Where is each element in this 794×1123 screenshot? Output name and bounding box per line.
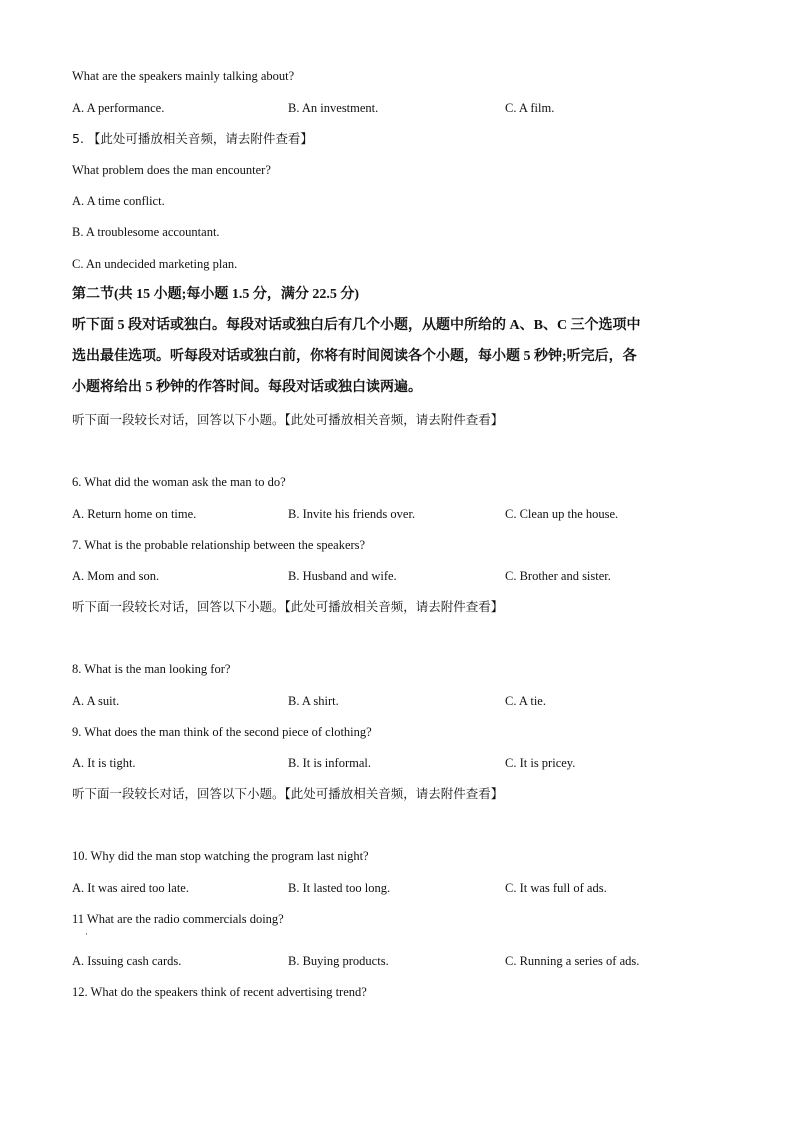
section-2-instruction-line-3: 小题将给出 5 秒钟的作答时间。每段对话或独白读两遍。 — [72, 380, 422, 395]
q10-option-c: C. It was full of ads. — [505, 881, 607, 895]
q11-option-b: B. Buying products. — [288, 954, 389, 968]
q8-option-c: C. A tie. — [505, 694, 546, 708]
section-2-instruction-line-1: 听下面 5 段对话或独白。每段对话或独白后有几个小题，从题中所给的 A、B、C 三个选项中 — [72, 318, 641, 333]
q10-option-a: A. It was aired too late. — [72, 881, 189, 895]
section-2-instruction-line-2: 选出最佳选项。听每段对话或独白前，你将有时间阅读各个小题，每小题 5 秒钟;听完后，各 — [72, 349, 637, 364]
q9-option-a: A. It is tight. — [72, 756, 136, 770]
q11-option-c: C. Running a series of ads. — [505, 954, 640, 968]
q8-option-b: B. A shirt. — [288, 694, 339, 708]
question-12-stem: 12. What do the speakers think of recent advertising trend? — [72, 985, 367, 999]
question-11-stem: 11 What are the radio commercials doing? — [72, 912, 284, 926]
q9-option-c: C. It is pricey. — [505, 756, 576, 770]
question-6-stem: 6. What did the woman ask the man to do? — [72, 475, 286, 489]
question-4-stem: What are the speakers mainly talking about? — [72, 69, 295, 83]
q6-option-b: B. Invite his friends over. — [288, 507, 416, 521]
q4-option-c: C. A film. — [505, 101, 555, 115]
q6-option-c: C. Clean up the house. — [505, 507, 619, 521]
q5-option-b: B. A troublesome accountant. — [72, 225, 220, 239]
q7-option-b: B. Husband and wife. — [288, 569, 397, 583]
stray-dot-mark: · — [85, 929, 88, 939]
q5-option-c: C. An undecided marketing plan. — [72, 257, 238, 271]
q6-option-a: A. Return home on time. — [72, 507, 197, 521]
question-8-stem: 8. What is the man looking for? — [72, 662, 231, 676]
audio-note-2: 听下面一段较长对话，回答以下小题。【此处可播放相关音频，请去附件查看】 — [72, 599, 504, 614]
question-9-stem: 9. What does the man think of the second piece of clothing? — [72, 725, 372, 739]
question-5-stem: What problem does the man encounter? — [72, 163, 271, 177]
q9-option-b: B. It is informal. — [288, 756, 371, 770]
q7-option-a: A. Mom and son. — [72, 569, 160, 583]
q5-option-a: A. A time conflict. — [72, 194, 165, 208]
question-10-stem: 10. Why did the man stop watching the program last night? — [72, 849, 369, 863]
section-2-heading: 第二节(共 15 小题;每小题 1.5 分，满分 22.5 分) — [72, 287, 359, 302]
q7-option-c: C. Brother and sister. — [505, 569, 611, 583]
q11-option-a: A. Issuing cash cards. — [72, 954, 182, 968]
audio-note-1: 听下面一段较长对话，回答以下小题。【此处可播放相关音频，请去附件查看】 — [72, 412, 504, 427]
audio-note-3: 听下面一段较长对话，回答以下小题。【此处可播放相关音频，请去附件查看】 — [72, 786, 504, 801]
q10-option-b: B. It lasted too long. — [288, 881, 391, 895]
q8-option-a: A. A suit. — [72, 694, 120, 708]
question-7-stem: 7. What is the probable relationship between the speakers? — [72, 538, 366, 552]
question-5-number: 5. 【此处可播放相关音频，请去附件查看】 — [72, 131, 313, 146]
q4-option-b: B. An investment. — [288, 101, 379, 115]
q4-option-a: A. A performance. — [72, 101, 165, 115]
